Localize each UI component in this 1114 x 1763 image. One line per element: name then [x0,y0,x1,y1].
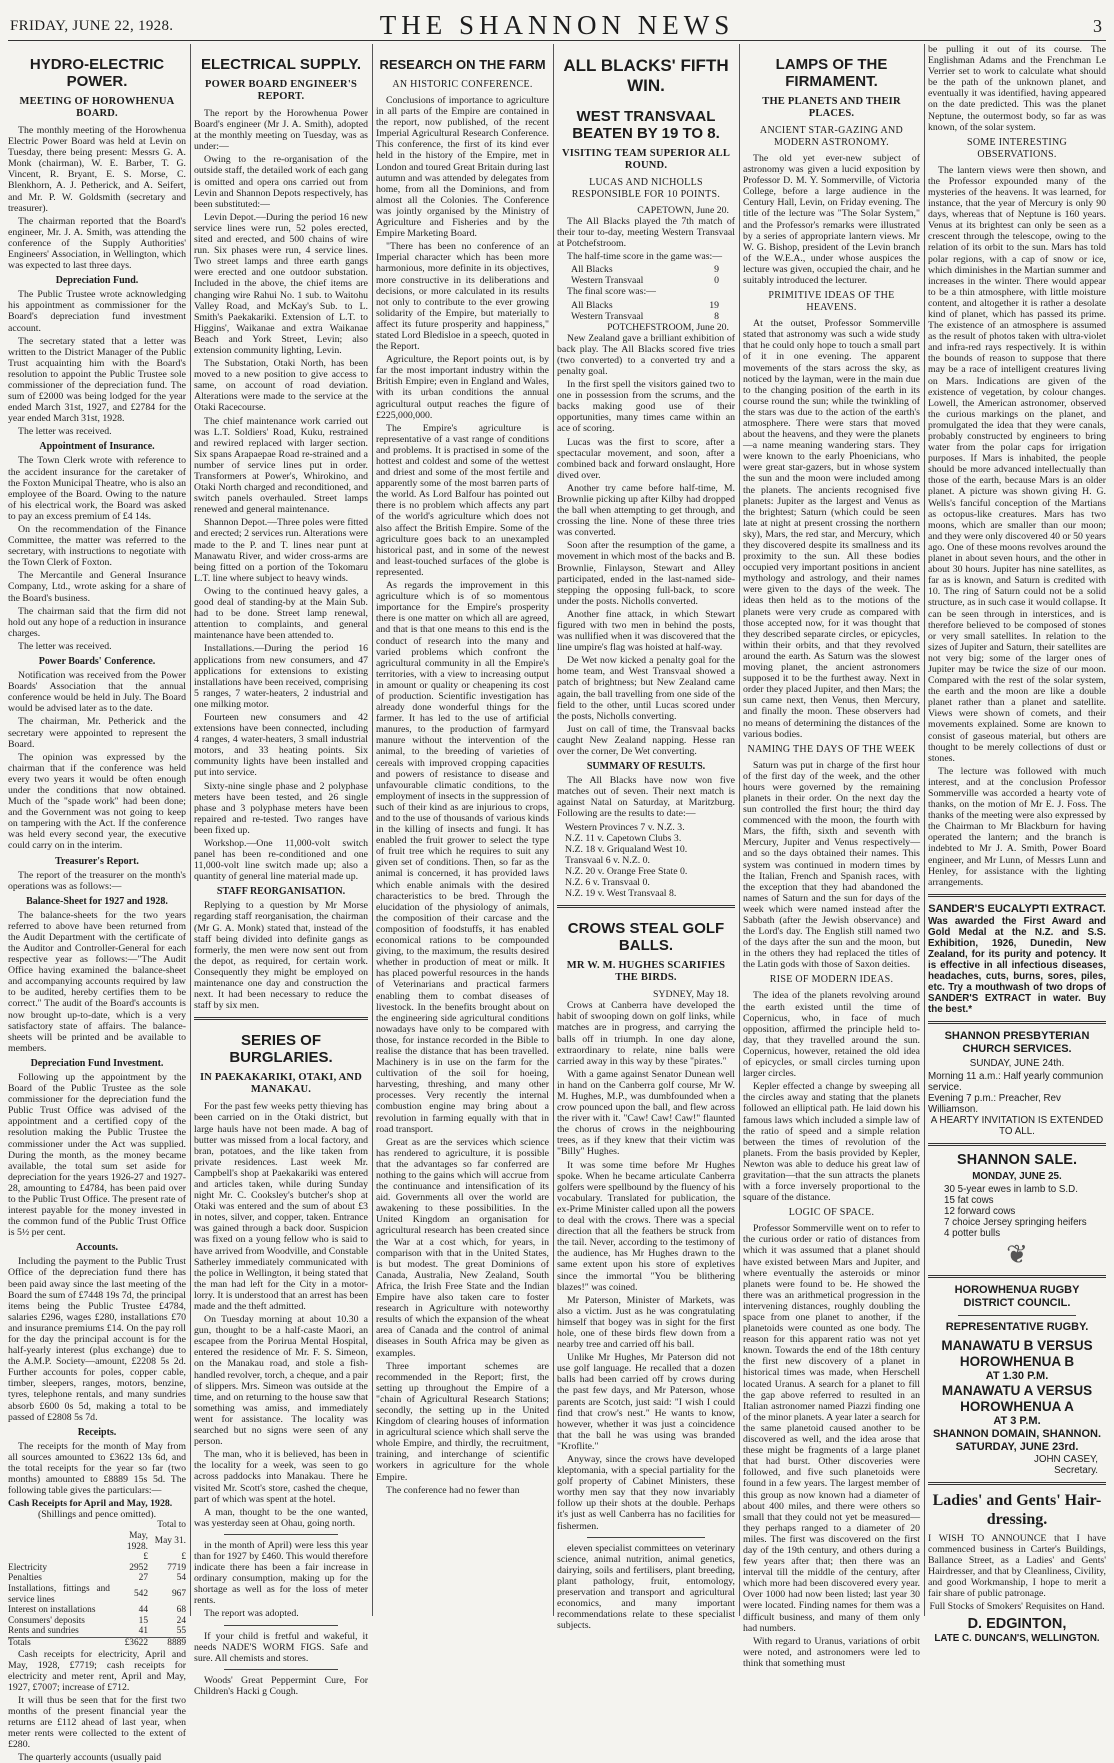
subhead-meeting: MEETING OF HOROWHENUA BOARD. [19,96,175,119]
result-line: N.Z. 6 v. Transvaal 0. [565,876,650,888]
ad-signatory-role: Secretary. [1054,1464,1098,1476]
table-cell: Installations, fittings and service lines [8,1583,110,1605]
headline-west-transvaal: WEST TRANSVAAL BEATEN BY 19 TO 8. [572,108,720,142]
result-line: Transvaal 6 v. N.Z. 0. [565,854,650,866]
table-total-label: Totals [8,1637,31,1648]
article-body [557,205,735,899]
ad-proprietor: D. EDGINTON, [967,1615,1067,1632]
table-cell: 44 [138,1605,148,1616]
team-name: Western Transvaal [571,310,644,322]
headline-hydro-electric: HYDRO-ELECTRIC POWER. [29,56,165,90]
paragraph: The half-time score in the game was:— [567,251,723,263]
score-row [557,300,735,311]
table-total: 8889 [167,1637,186,1648]
separator [928,1143,1106,1146]
table-cell: 2952 [129,1562,148,1573]
paragraph: The balance-sheets for the two years referred to above have been returned from the Audit Department with the certificate of the Auditor and Controller-General for each respective year as follows:—"The Audit Office having examined the balance-sheet and accompanying accounts required by law to be audited, hereby certifies them to be correct." The audit of the Board's accounts is now brought up-to-date, which is a very satisfactory state of affairs. The balance-sheets will be printed and be available to members. [8,909,186,1054]
sale-item: 12 forward cows [944,1205,1016,1217]
paragraph: in the month of April) were less this year than for 1927 by £460. This would therefore indicate there has been a fair increase in ordinary consumption, making up for the shortage as well as for the loss of meter rents. [194,1539,368,1607]
advertisement-church-services [928,1030,1106,1137]
article-body [557,989,735,1631]
article-body [376,95,549,1496]
subhead-planets: THE PLANETS AND THEIR PLACES. [762,96,901,119]
result-line: Western Provinces 7 v. N.Z. 3. [565,821,685,833]
paragraph: The report was adopted. [204,1608,299,1620]
paragraph: Owing to the re-organisation of the outside staff, the detailed work of each gang is omitted and opera ons carried out from Levin and Shannon Depots respectively, has been substituted:— [194,154,368,210]
paragraph: "There has been no conference of an Imperial character which has been more harmonious, more definite in its objectives, more constructive in its deliberations and decisions, or more calculated in its results not only to contribute to the ever growing solidarity of the Empire, but materially to affect its future prosperity and happiness," stated Lord Bledisloe in a speech, quoted in the Report. [376,241,549,353]
table-cell: Rents and sundries [8,1626,79,1637]
team-name: All Blacks [571,299,613,311]
separator [928,1275,1106,1278]
ad-line: Full Stocks of Smokers' Requisites on Hand. [929,1600,1105,1612]
subhead-burglaries: IN PAEKAKARIKI, OTAKI, AND MANAKAU. [199,1072,363,1096]
newspaper-title: THE SHANNON NEWS [379,10,735,40]
score-row [557,311,735,322]
ad-time: AT 1.30 P.M. [985,1369,1049,1382]
paragraph: The Mercantile and General Insurance Company, Ltd., wrote asking for a share of the Board's business. [8,570,186,604]
paragraph: Sixty-nine single phase and 2 polyphase meters have been tested, and 26 single phase and 3 polyphase meters have been repaired and re-tested. Two ranges have been fixed up. [194,780,368,836]
paragraph: It will thus be seen that for the first two months of the present financial year the returns are £112 ahead of last year, when meter rents were collected to the extent of £280. [8,1694,186,1751]
paragraph: Shannon Depot.—Three poles were fitted and erected; 2 services run. Alterations were made to the P. and T. lines near punt at Manawatu River, and wider cross-arms are being fitted on a portion of the Tokomaru L.T. line where subject to heavy winds. [194,517,368,584]
paragraph: The receipts for the month of May from all sources amounted to £3622 13s 6d, and the total receipts for the year so far (two months) amounted to £8889 15s 5d. The following table gives the particulars:— [8,1440,186,1497]
table-cell: Penalties [8,1573,42,1584]
ad-subtitle: REPRESENTATIVE RUGBY. [945,1320,1089,1333]
sale-items [928,1184,1106,1239]
subhead-engineer-report: POWER BOARD ENGINEER'S REPORT. [204,79,357,102]
page-number: 3 [1093,16,1102,36]
subhead-star-gazing: ANCIENT STAR-GAZING AND MODERN ASTRONOMY. [759,125,904,148]
table-cell: 24 [176,1615,186,1626]
sale-item: 4 potter bulls [944,1227,1001,1239]
table-cell: Consumers' deposits [8,1615,85,1626]
result-line: N.Z. 20 v. Orange Free State 0. [565,865,688,877]
dateline: SYDNEY, May 18. [652,989,729,1001]
ad-date: SUNDAY, JUNE 24th. [969,1057,1065,1069]
paragraph: Workshop.—One 11,000-volt switch panel has been re-conditioned and one 11,000-volt line switch made up; also a quantity of general line material made up. [194,838,368,883]
paragraph: The idea of the planets revolving around the earth existed until the time of Copernicus, who, in face of much opposition, affirmed the principle held to-day, that they travelled around the sun. Copernicus, however, retained the old idea of epicycles, or small circles turning upon larger circles. [743,990,920,1080]
paragraph: The man, who it is believed, has been in the locality for a week, was seen to go across paddocks into Manakau. There he visited Mr. Scott's store, cashed the cheque, part of which was spent at the hotel. [194,1449,368,1505]
paragraph: Agriculture, the Report points out, is by far the most important industry within the British Empire; even in England and Wales, with its urban conditions the annual agricultural output reaches the figure of £225,000,000. [376,354,549,421]
paragraph: It was some time before Mr Hughes spoke. When he became articulate Canberra golfers were spellbound by the fluency of his vocabulary. Translated for publication, the ex-Prime Minister called upon all the powers to deal with the crows. There was a special direction that all the feathers be struck from the tail. Never, according to the testimony of the audience, has Mr Hughes drawn to the same extent upon his store of expletives since the immortal "You be blithering blazes!" was coined. [557,1159,735,1293]
section-heading: STAFF REORGANISATION. [216,886,346,898]
table-note: (Shillings and pence omitted). [37,1509,157,1521]
table-cell: 542 [133,1589,148,1600]
advertisement-shannon-sale [928,1152,1106,1269]
subhead-hughes: MR W. M. HUGHES SCARIFIES THE BIRDS. [566,960,726,984]
separator [557,905,735,908]
score-row [557,264,735,275]
column-divider [190,44,191,1616]
subhead-conference: AN HISTORIC CONFERENCE. [392,79,533,90]
ad-match: MANAWATU B VERSUS HOROWHENUA B [941,1337,1093,1369]
ad-title: HOROWHENUA RUGBY DISTRICT COUNCIL. [954,1283,1080,1309]
section-heading: NAMING THE DAYS OF THE WEEK [747,743,916,755]
table-cell: 7719 [167,1562,186,1573]
masthead-rule [8,40,1106,41]
paragraph: As regards the improvement in this agriculture which is of so momentous importance for the Empire's prosperity there is one matter on which all are agreed, and that is that one means to this end is the conduct of research into the many and varied problems which confront the agricultural community in all the Empire's territories, with a view to increasing output in amount or quality or cheapening its cost of production. Scientific investigation has already done wonderful things for the farmer. It has led to the use of artificial manures, to the production of farmyard manure without the intervention of the animal, to the breeding of varieties of cereals with improved cropping capacities and powers of resistance to disease and unfavourable climatic conditions, to the employment of insects in the suppression of such of their kind as are injurious to crops, and to the use of thousands of various kinds in the killing of insects and fungi. It has enabled the fruit grower to select the type of fruit tree which he requires to suit any given set of conditions. Then, so far as the animal is concerned, it has provided laws which enable animals with the desired characteristics to be bred. Through the elucidation of the physiology of animals, the composition of their carcase and the composition of foodstuffs, it has enabled economical rations to be compounded giving, to the maximum, the results desired whether in production of meat or milk. It has placed powerful resources in the hands of Veterinarians and practical farmers enabling them to combat diseases of livestock. In the benefits brought about on the engineering side agricultural conditions nowadays have only to be compared with those, for instance recorded in the Bible to realise the distance that has been travelled. Machinery is in use on the farm for the cultivation of the soil for hoeing, harvesting, threshing, and many other processes. Very recently the internal combustion engine may bring about a revolution in farming equally with that in road transport. [376,580,549,1135]
paragraph: De Wet now kicked a penalty goal for the home team, and West Transvaal showed a patch of brightness; but New Zealand came again, the ball travelling from one side of the field to the other, until Lucas scored under the posts, Nicholls converting. [557,655,735,722]
article-body [8,125,186,1763]
section-heading: Treasurer's Report. [55,855,139,867]
paragraph: Owing to the continued heavy gales, a good deal of standing-by at the Main Sub. had to be done. Street lamp renewal, attention to complaints, and general maintenance have been attended to. [194,585,368,642]
ad-line: LATE C. DUNCAN'S, WELLINGTON. [934,1632,1100,1644]
column-all-blacks [557,44,735,1632]
paragraph: Kepler effected a change by sweeping all the circles away and stating that the planets followed an elliptical path. He laid down his famous laws which included a simple law of the ratio of speed and a simple relation between the times of revolution of the planets. From the basis provided by Kepler, Newton was able to deduce his great law of gravitation—that the sun attracts the planets with a force inversely proportional to the square of the distance. [743,1081,920,1204]
column-divider [553,44,554,1616]
paragraph: Crows at Canberra have developed the habit of swooping down on golf links, while matches are in progress, and carrying the balls off in triumph. In one day alone, extraordinary to relate, nine balls were carried away in this way by these "pirates." [557,1000,735,1067]
headline-burglaries: SERIES OF BURGLARIES. [229,1032,333,1067]
paragraph: The Town Clerk wrote with reference to the accident insurance for the caretaker of the Foxton Municipal Theatre, who is also an employee of the Board. Owing to the nature of his electrical work, the Board was asked to pay an excess premium of £4 14s. [8,455,186,522]
paragraph: Lucas was the first to score, after a spectacular movement, and soon, after a combined back and forward onslaught, Hore dived over. [557,436,735,481]
team-points: 8 [714,310,719,322]
table-row [8,1616,186,1627]
section-heading: PRIMITIVE IDEAS OF THE HEAVENS. [768,290,895,314]
ad-body: Was awarded the First Award and Gold Medal at the N.Z. and S.S. Exhibition, 1926, Dunedin, New Zealand, for its purity and potency. It is effective in all infectious diseases, headaches, cuts, burns, sores, piles, etc. Try a mouthwash of two drops of SANDER'S EXTRACT in water. Buy the best.* [928,915,1106,1015]
team-points: 19 [709,299,719,311]
table-cell: 68 [176,1605,186,1616]
paragraph: Great as are the services which science has rendered to agriculture, it is possible that the advantages so far conferred are nothing to the gains which will accrue from the continuance and intensification of its aid. Governments all over the world are awakening to these possibilities. In the United Kingdom an organisation for agricultural research has been created since the War at a cost which, for years, in comparison with that in the United States, is but modest. The great Dominions of Canada, Australia, New Zealand, South Africa, the Irish Free State and the Indian Empire have also taken care to foster research in Agriculture with noteworthy results of which the expansion of the wheat area of Canada and the control of animal diseases in South Africa may be given as examples. [376,1136,549,1359]
team-points: 0 [714,275,719,287]
paragraph: Including the payment to the Public Trust Office of the depreciation fund there has been paid away since the last meeting of the Board the sum of £7448 19s 7d, the principal items being the Public Trustee £4784, salaries £296, wages £280, installations £70 and insurance premiums £14. On the pay roll for the day the principal account is for the half-yearly interest (plus exchange) due to the A.M.P. Society—amount, £2208 5s 2d. Further accounts for poles, copper cable, timber, sleepers, ranges, motors, benzine, tyres, telephone rentals, and many sundries absorb £600 0s 5d, making a total to be passed of £2808 5s 7d. [8,1256,186,1423]
paragraph: be pulling it out of its course. The Englishman Adams and the Frenchman Le Verrier set to work to calculate what should be the path of the unknown planet, and eventually it was identified, having appeared on the date predicted. This was the planet Neptune, the outermost body, so far as was known, of the solar system. [928,44,1106,133]
paragraph: The letter was received. [18,426,112,438]
section-heading: LOGIC OF SPACE. [788,1207,875,1219]
ad-title: SANDER'S EUCALYPTI EXTRACT. [928,902,1106,915]
section-heading: Accounts. [76,1242,118,1254]
paragraph: Installations.—During the period 16 applications from new consumers, and 47 applications for extensions to existing installations have been received, comprising 5 ranges, 7 water-heaters, 2 industrial and one milking motor. [194,643,368,710]
article-body [743,153,920,1669]
paragraph: On the recommendation of the Finance Committee, the matter was referred to the secretary, with instructions to negotiate with the Town Clerk of Foxton. [8,524,186,569]
paragraph: Soon after the resumption of the game, a movement in which most of the backs and B. Brownlie, Finlayson, Stewart and Alley participated, ended in the last-named side-stepping the opposing full-back, to score under the posts. Nicholls converted. [557,540,735,607]
advertisement-peppermint-cure: Woods' Great Peppermint Cure, For Children's Hacki g Cough. [194,1674,368,1697]
separator [224,1669,338,1670]
ad-title: SHANNON SALE. [956,1151,1078,1168]
column-divider [372,44,373,1616]
ad-venue: SHANNON DOMAIN, SHANNON. SATURDAY, JUNE 23rd. [932,1427,1102,1453]
table-unit: £ [181,1552,186,1563]
paragraph: The quarterly accounts (usually paid [18,1752,162,1763]
table-cell: 15 [138,1615,148,1626]
paragraph: The Public Trustee wrote acknowledging his appointment as commissioner for the Board's depreciation fund investment account. [8,289,186,334]
dateline: CAPETOWN, June 20. [637,205,729,216]
paragraph: On Tuesday morning at about 10.30 a gun, thought to be a half-caste Maori, an escapee from the Porirua Mental Hospital, entered the residence of Mr. F. S. Simeon, on the Manakau road, and stole a fish-handled revolver, torch, a cheque, and a pair of slippers. Mrs. Simeon was outside at the time, and on returning to the house saw that something was amiss, and immediately went for assistance. The locality was searched but no signs were seen of any person. [194,1314,368,1448]
column-lamps-firmament [743,44,920,1669]
headline-research: RESEARCH ON THE FARM [379,57,546,72]
advertisement-hairdressing [928,1491,1106,1644]
table-cell: 41 [138,1626,148,1637]
score-row [557,275,735,286]
paragraph: Conclusions of importance to agriculture in all parts of the Empire are contained in the report, now published, of the recent Imperial Agricultural Research Conference. This conference, the first of its kind ever held in the history of the Empire, met in London and toured Great Britain during last autumn and was attended by delegates from home, from all the Dominions, and from almost all the Colonies. The Conference was jointly organised by the Ministry of Agriculture and Fisheries and by the Empire Marketing Board. [376,95,549,240]
article-body [194,1101,368,1697]
table-row [8,1563,186,1574]
paragraph: Just on call of time, the Transvaal backs caught New Zealand napping. Hesse ran over the corner, De Wet converting. [557,723,735,758]
separator [928,1482,1106,1485]
result-line: N.Z. 18 v. Griqualand West 10. [565,843,688,855]
paragraph: New Zealand gave a brilliant exhibition of back play. The All Blacks scored five tries (two converted) to a converted try and a penalty goal. [557,332,735,377]
paragraph: The monthly meeting of the Horowhenua Electric Power Board was held at Levin on Tuesday, there being present: Messrs G. A. Monk (chairman), W. E. Barber, T. G. Vincent, R. Bryant, E. S. Morse, C. Blenkhorn, A. J. Petherick, and A. Seifert, and Mr. P. W. Goldsmith (secretary and treasurer). [8,125,186,214]
table-header: May 31. [154,1536,186,1547]
article-body [194,108,368,1011]
paragraph: The Empire's agriculture is representative of a vast range of conditions and problems. It is practised in some of the hottest and coldest and some of the wettest and driest and some of the most fertile and apparently some of the most barren parts of the world. As Lord Balfour has pointed out there is no problem which affects any part of the world's agriculture which does not also affect the British Empire. Some of the agriculture goes back to an unexampled historical past, and in some of the newest and least-touched surfaces of the globe is represented. [376,422,549,578]
paragraph: The secretary stated that a letter was written to the District Manager of the Public Trust acquainting him with the Board's resolution to appoint the Public Trustee sole commissioner of the depreciation fund. The sum of £2000 was being lodged for the year ended March 31st, 1927, and £2784 for the year ended March 31st, 1928. [8,335,186,425]
table-row [8,1584,186,1605]
paragraph: With a game against Senator Dunean well in hand on the Canberra golf course, Mr W. M. Hughes, M.P., was dumbfounded when a crow pounced upon the ball, and flew across the river with it. "Caw! Caw! Caw!" flaunted the chorus of crows in the neighbouring trees, as if they knew that their victim was "Billy" Hughes. [557,1068,735,1158]
separator [958,1315,1076,1316]
paragraph: The report by the Horowhenua Power Board's engineer (Mr J. A. Smith), adopted at the monthly meeting on Tuesday, was as under:— [194,108,368,153]
results-list [557,822,735,900]
table-cell: 55 [176,1626,186,1637]
section-heading: Depreciation Fund Investment. [30,1057,164,1069]
subhead-lucas-nicholls: LUCAS AND NICHOLLS RESPONSIBLE FOR 10 POINTS. [571,177,721,200]
paragraph: Another try came before half-time, M. Brownlie picking up after Kilby had dropped the ball when attempting to get through, and crossing the line. None of these three tries was converted. [557,482,735,539]
paragraph: The old yet ever-new subject of astronomy was given a lucid exposition by Professor D. M. Y. Sommerville, of Victoria College, before a large audience in the Century Hall, Levin, on Friday evening. The title of the lecture was "The Solar System," and the Professor's remarks were illustrated by a series of appropriate lantern views. Mr W. G. Bishop, president of the Levin branch of the W.E.A., under whose auspices the lecture was given, occupied the chair, and he suitably introduced the lecturer. [743,153,920,287]
paragraph: With regard to Uranus, variations of orbit were noted, and astronomers were led to think that something must [743,1635,920,1669]
paragraph: In the first spell the visitors gained two to one in possession from the scrums, and the backs making good use of their opportunities, many times came within an ace of scoring. [557,379,735,435]
ad-title: Ladies' and Gents' Hair-dressing. [932,1491,1102,1528]
column-research [376,44,549,1616]
ad-time: AT 3 P.M. [993,1414,1041,1427]
paragraph: Fourteen new consumers and 42 extensions have been connected, including 4 ranges, 4 water-heaters, 3 small industrial motors, and 33 heating points. Six community lights have been installed and put into service. [194,711,368,779]
separator [928,1021,1106,1024]
sale-item: 30 5-year ewes in lamb to S.D. [944,1183,1078,1195]
paragraph: The All Blacks have now won five matches out of seven. Their next match is against Natal on Saturday, at Maritzburg. Following are the results to date:— [557,775,735,820]
paragraph: The report of the treasurer on the month's operations was as follows:— [8,869,186,892]
paragraph: Another fine attack, in which Stewart figured with two men in behind the posts, was nullified when it was discovered that the line umpire's flag was hoisted at half-way. [557,608,735,654]
ad-line: A HEARTY INVITATION IS EXTENDED TO ALL. [930,1114,1104,1137]
paragraph: The Substation, Otaki North, has been moved to a new position to give access to same, on account of road deviation. Alterations were made to the service at the Otaki Racecourse. [194,358,368,414]
paragraph: The lecture was followed with much interest, and at the conclusion Professor Sommerville was accorded a hearty vote of thanks, on the motion of Mr E. J. Foss. The thanks of the meeting were also expressed by the Chairman to Mr Blackburn for having operated the lantern; and the branch is indebted to Mr J. A. Smith, Power Board engineer, and Mr Lunn, of Messrs Lunn and Henley, for assistance with the lighting arrangements. [928,765,1106,888]
table-header: Total to [157,1520,186,1531]
table-row [8,1605,186,1616]
half-time-score [557,264,735,286]
column-ads [928,44,1106,1644]
paragraph: Cash receipts for electricity, April and May, 1928, £7719; cash receipts for electricity and meter rent, April and May, 1927, £7007; increase of £712. [8,1648,186,1693]
table-cell: 54 [176,1573,186,1584]
result-line: N.Z. 11 v. Capetown Clubs 3. [565,832,682,844]
headline-all-blacks: ALL BLACKS' FIFTH WIN. [563,56,729,95]
paragraph: The opinion was expressed by the chairman that if the conference was held every two years it would be often enough under the conditions that now obtained. Much of the "spade work" had been done; and the Government was not going to keep on tampering with the Act. If the conference was held every second year, the executive could carry on in the interim. [8,751,186,852]
table-cell: Electricity [8,1562,48,1573]
paragraph: The letter was received. [18,640,112,652]
paragraph: Following up the appointment by the Board of the Public Trustee as the sole commissioner for the depreciation fund the Public Trust Office was advised of the appointment and a certified copy of the resolution making the Public Trustee the commissioner under the Act was supplied. During the month, as the money became available, the total sum set aside for depreciation for the years 1926-27 and 1927-28, amounting to £4784, has been paid over to the Public Trust Office. The present rate of interest payable for the money invested in the common fund of the Public Trust Office is 5½ per cent. [8,1071,186,1239]
paragraph: Saturn was put in charge of the first hour of the first day of the week, and the other hours were governed by the remaining planets in their order. On the next day the sun controlled the first hour; the third day commenced with the moon, the fourth with Mars, the fifth, sixth and seventh with Mercury, Jupiter and Venus respectively—and so the days obtained their names. This system was continued in modern times by the Italian, French and Spanish races, with the exception that they had abandoned the names of Saturn and the sun for days of the week which were named instead after the Sabbath (after the Jewish observance) and the Lord's day. The English still named two of the days after the sun and the moon, but in the others they had replaced the titles of the Latin gods with those of Saxon deities. [743,759,920,971]
paragraph: At the outset, Professor Sommerville stated that astronomy was such a wide study that he could only hope to touch a small part of it in one evening. The apparent movements of the stars across the sky, as noticed by the layman, were in the main due to the changing position of the earth in its course round the sun; while the twinkling of the stars was due to the action of the earth's atmosphere. There were stars that moved about the heavens, and they were the planets—a name meaning wandering stars. They were known to the early Phoenicians, who were great star-gazers, but in whose system the sun and the moon were included among the planets. The ancients recognised five planets: Jupiter as the largest and Venus as the brightest; Saturn (which could be seen late at night at present crossing the northern sky), Mars, the red star, and Mercury, which they discovered despite its smallness and its proximity to the sun. All these bodies occupied very important positions in ancient mythology and astrology, and their names were given to the days of the week. The ideas then held as to the motions of the planets were very crude as compared with those accepted now, for it was thought that they described separate circles, or epicycles, within their orbits, and that they revolved around the earth. As Saturn was the slowest moving planet, the ancient astronomers supposed it to be the furthest away. Next in order they placed Jupiter, and then Mars; the sun came next, then Venus, then Mercury, and finally the moon. These observers had no means of determining the distances of the various bodies. [743,318,920,740]
table-row [8,1573,186,1584]
column-divider [739,44,740,1616]
paragraph: Three important schemes are recommended in the Report; first, the setting up throughout the Empire of a "chain of Agricultural Research Stations; secondly, the setting up in the United Kingdom of clearing houses of information in agricultural science which shall serve the whole Empire, and thirdly, the recruitment, training, and interchange of scientific workers in agriculture for the whole Empire. [376,1360,549,1483]
paragraph: A man, thought to be the one wanted, was yesterday seen at Ohau, going north. [194,1506,368,1529]
column-hydro-electric [8,44,186,1763]
paragraph: The conference had no fewer than [386,1484,520,1496]
separator [587,1537,705,1538]
sale-item: 15 fat cows [944,1194,994,1206]
cash-receipts-table [8,1520,186,1648]
ad-body: I WISH TO ANNOUNCE that I have commenced business in Carter's Buildings, Ballance Street, as a Ladies' and Gents' Hairdresser, and that by Cleanliness, Civility, and good Workmanship, I hope to merit a fair share of public patronage. [928,1532,1106,1599]
ad-line: Evening 7 p.m.: Preacher, Rev Williamson. [928,1092,1061,1115]
article-body [928,44,1106,888]
advertisement-worm-figs: If your child is fretful and wakeful, it needs NADE'S WORM FIGS. Safe and sure. All chemists and stores. [194,1630,368,1664]
table-title: Cash Receipts for April and May, 1928. [8,1498,173,1510]
section-heading: Appointment of Insurance. [39,441,155,453]
table-cell: 967 [171,1589,186,1600]
ad-date: MONDAY, JUNE 25. [972,1170,1062,1182]
section-heading: Receipts. [77,1426,117,1438]
subhead-visiting-team: VISITING TEAM SUPERIOR ALL ROUND. [561,148,731,171]
section-heading: RISE OF MODERN IDEAS. [769,974,894,986]
paragraph: Unlike Mr Hughes, Mr Paterson did not use golf language. He recalled that a dozen balls had been carried off by crows during the past few days, and Mr Paterson, whose parents are Scotch, just said: "I wish I could find that crow's nest." He wants to know, however, whether it was just a coincidence that the ball he was using was branded "Kroflite." [557,1352,735,1452]
separator [194,1017,368,1020]
table-unit: £ [143,1552,148,1563]
separator [224,1625,338,1626]
section-heading: SUMMARY OF RESULTS. [586,761,706,773]
team-points: 9 [714,264,719,276]
table-cell: Interest on installations [8,1605,96,1616]
advertisement-sanders-extract [928,903,1106,1015]
paragraph: The All Blacks played the 7th match of their tour to-day, meeting Western Transvaal at Potchefstroom. [557,216,735,250]
paragraph: The final score was:— [567,286,656,298]
paragraph: Mr Paterson, Minister of Markets, was also a victim. Just as he was congratulating himself that bogey was in sight for the first hole, one of these birds flew down from a nearby tree and carried off his ball. [557,1294,735,1351]
headline-electrical-supply: ELECTRICAL SUPPLY. [200,56,362,73]
paragraph: The lantern views were then shown, and the Professor expounded many of the mysteries of the heavens. It was learned, for instance, that the year of Mercury is only 90 days, whereas that of Neptune is 160 years. Venus at its brightest can only be seen as a crescent through the telescope, owing to the relation of its orbit to the sun. Mars has told polar regions, with a cap of snow or ice, which diminishes in the Martian summer and increases in the winter. There would appear to be a thin atmosphere, with little moisture content, and altogether it is rather a desolate kind of planet, which has passed its prime. The existence of an atmosphere is assumed as the result of photos taken with ultra-violet and infra-red rays respectively. It is within the bounds of reason to suppose that there may be a race of intelligent creatures living on Mars. Indications are given of the existence of vegetation, by colour changes. Lowell, the American astronomer, observed the curious markings on the planet, and promulgated the idea that they were canals, probably constructed by engineers to bring water from the polar caps for irrigation purposes. If Mars is inhabited, the people should be more advanced intellectually than those of the earth, because Mars is an older planet. A picture was shown giving H. G. Wells's fanciful conception of the Martians as octopus-like creatures. Mars has two moons, which are smaller than our moon; and they were only discovered 40 or 50 years ago. One of these moons revolves around the planet in about seven hours, and the other in about 30 hours. Jupiter has nine satellites, as far as is known, and Saturn is credited with 10. The ring of Saturn could not be a solid structure, as in such case it would collapse. It can be seen through in interstices, and is therefore believed to be composed of stones or very small satellites. In relation to the sizes of Jupiter and Saturn, their satellites are not very big; some of the larger ones of Jupiter may be twice the size of our moon. Compared with the rest of the solar system, the earth and the moon are like a double planet rather than a planet and satellite. Views were shown of comets, and their movements explained. Some are known to consist of gaseous material, but others are thought to be merely collections of dust or stones. [928,164,1106,764]
section-heading: Power Boards' Conference. [38,656,156,668]
paragraph: Professor Sommerville went on to refer to the curious order or ratio of distances from which it was assumed that a planet should have existed between Mars and Jupiter, and where eventually the asteroids or minor planets were found to be. He showed the there was an arithmetical progression in the intervening distances, roughly doubling the space from one planet to another, if the planetoids were counted as one body. The reason for this apparent ratio was not yet known. Towards the end of the 18th century the first new discovery of a planet in historical times was made, when Herschell located Uranus. A search for a planet to fill the gap above referred to resulted in an Italian astronomer named Piazzi finding one of the minor planets. A year later a search for the same planetoid caused another to be discovered as well, and the idea arose that these might be fragments of a large planet that had burst. Other discoveries were followed, and five such planetoids were found in a few years. The largest member of this group as now known had a diameter of about 400 miles, and there were others so small that they could not yet be measured—they perhaps ranged to a diameter of 20 miles. The first was discovered on the first day of the 19th century, and others during a few years after that; then there was an interval till the middle of the century, after which more had been discovered every year. Over 1000 had now been listed; last year 30 were located. Finding names for them was a difficult business, and many of them only had numbers. [743,1223,920,1634]
separator [224,1534,338,1535]
column-electrical-supply [194,44,368,1697]
ad-title: SHANNON PRESBYTERIAN CHURCH SERVICES. [944,1029,1090,1055]
headline-crows: CROWS STEAL GOLF BALLS. [567,920,725,955]
paragraph: The chairman reported that the Board's engineer, Mr. J. A. Smith, was attending the conference of the Supply Authorities' Engineers' Association, in Wellington, which was expected to last three days. [8,215,186,272]
leaf-ornament-icon: ❦ [1006,1238,1028,1269]
ad-match: MANAWATU A VERSUS HOROWHENUA A [941,1382,1093,1414]
advertisement-rugby [928,1284,1106,1476]
team-name: All Blacks [571,264,613,276]
final-score [557,300,735,322]
dateline: POTCHEFSTROOM, June 20. [607,321,729,333]
paragraph: Anyway, since the crows have developed kleptomania, with a special partiality for the golf property of Cabinet Ministers, these worthy men say that they now invariably follow up their shots at the double. Perhaps it's just as well Canberra has no facilities for fishermen. [557,1454,735,1532]
paragraph: Notification was received from the Power Boards' Association that the annual conference would be held in July. The Board would be advised later as to the date. [8,670,186,715]
ad-signatory: JOHN CASEY, [1033,1453,1098,1465]
masthead [0,0,1114,40]
paragraph: For the past few weeks petty thieving has been carried on in the Otaki district, but large hauls have not been made. A bag of butter was missed from a local factory, and bran, potatoes, and the like taken from private residences. Last week Mr. Campbell's shop at Paekakariki was entered and articles taken, while during Sunday night Mr. C. Cooksley's butcher's shop at Otaki was entered and the sum of about £3 in notes, silver, and copper, taken. Entrance was gained through a back door. Suspicion was fixed on a young fellow who is said to have arrived from Woodville, and Constable Satherley immediately communicated with the police in Wellington, it being stated that the man had left for the City in a motor-lorry. It is understood that an arrest has been made and the theft admitted. [194,1101,368,1312]
paragraph: The chief maintenance work carried out was L.T. Soldiers' Road, Kuku, restrained and rewired replaced with larger section. Six spans Arapaepae Road re-strained and a number of service lines put in order. Transformers at Power's, Whirokino, and Otaki North charged and reconditioned, and switch panels overhauled. Street lamps renewed and general maintenance. [194,415,368,516]
sale-item: 7 choice Jersey springing heifers [944,1216,1087,1228]
table-total: £3622 [124,1637,148,1648]
section-heading: Depreciation Fund. [55,275,139,287]
result-line: N.Z. 19 v. West Transvaal 8. [565,888,677,900]
table-header: May, 1928. [126,1531,148,1552]
column-divider [924,44,925,1616]
paragraph: Replying to a question by Mr Morse regarding staff reorganisation, the chairman (Mr G. A. Monk) stated that, instead of the staff being divided into definite gangs as formerly, the men were now sent out from the depot, as required, for certain work. Consequently they might be employed on maintenance one day and construction the next. It had been necessary to reduce the staff by six men. [194,900,368,1012]
separator [928,894,1106,897]
team-name: Western Transvaal [571,275,644,287]
paragraph: Levin Depot.—During the period 16 new service lines were run, 52 poles erected, sited and erected, and 500 chains of wire run. Six phases were run, 4 service lines. Two street lamps and three earth gangs were erected and one outdoor substation. Included in the above, the chief items are changing wire Rahui No. 1 sub. to Waitohu Valley Road, and McKay's Sub. to L. Smith's Paekakariki. Extension of L.T. to Higgins', Waikanae and extra Waikanae Beach and York Street, Levin; also extension community lighting, Levin. [194,211,368,356]
ad-line: Morning 11 a.m.: Half yearly communion service. [928,1070,1104,1093]
table-row [8,1626,186,1637]
section-heading: Balance-Sheet for 1927 and 1928. [26,895,168,907]
paragraph: The chairman said that the firm did not hold out any hope of a reduction in insurance charges. [8,605,186,639]
headline-lamps: LAMPS OF THE FIRMAMENT. [775,56,888,90]
issue-date: FRIDAY, JUNE 22, 1928. [10,18,174,34]
paragraph: eleven specialist committees on veterinary science, animal nutrition, animal genetics, dairying, soils and fertilisers, plant breeding, plant pathology, fruit, entomology, preservation and transport and agricultural economics, and many important recommendations relate to these specialist subjects. [557,1542,735,1632]
section-heading: SOME INTERESTING OBSERVATIONS. [966,136,1068,160]
paragraph: The chairman, Mr. Petherick and the secretary were appointed to represent the Board. [8,716,186,750]
table-cell: 27 [138,1573,148,1584]
